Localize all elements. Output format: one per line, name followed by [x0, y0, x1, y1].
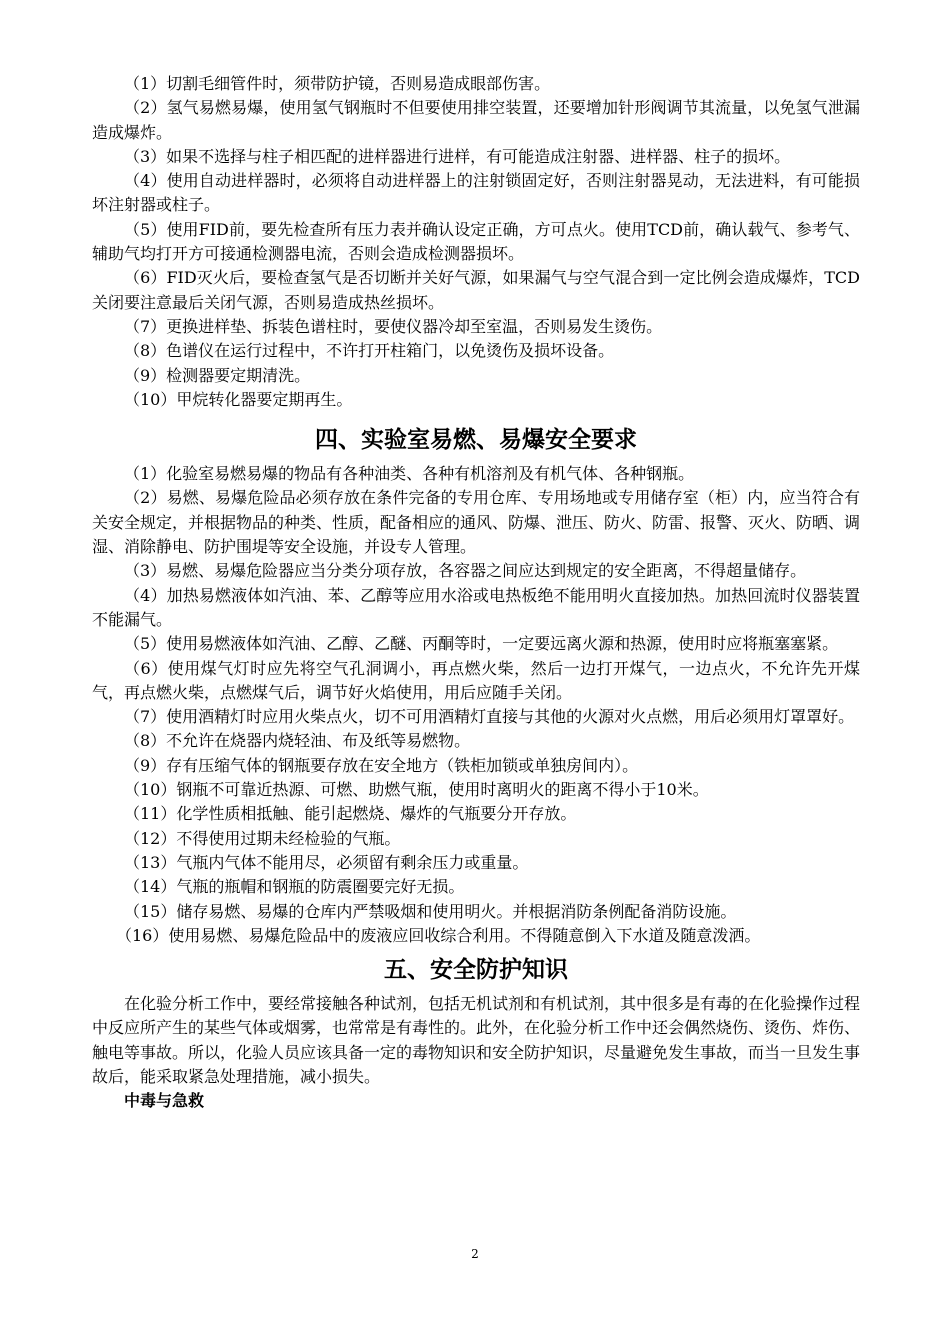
list-item: （10）甲烷转化器要定期再生。 — [124, 389, 353, 409]
list-item: （11）化学性质相抵触、能引起燃烧、爆炸的气瓶要分开存放。 — [124, 804, 577, 824]
section5-heading: 五、安全防护知识 — [384, 957, 568, 984]
list-item: （7）使用酒精灯时应用火柴点火，切不可用酒精灯直接与其他的火源对火点燃，用后必须用灯罩罩好。 — [124, 707, 855, 727]
section4-list — [92, 462, 860, 948]
list-item: （15）储存易燃、易爆的仓库内严禁吸烟和使用明火。并根据消防条例配备消防设施。 — [124, 901, 737, 921]
list-item: （1）化验室易燃易爆的物品有各种油类、各种有机溶剂及有机气体、各种钢瓶。 — [124, 464, 695, 484]
list-item: （12）不得使用过期未经检验的气瓶。 — [124, 828, 401, 848]
list-item: （13）气瓶内气体不能用尽，必须留有剩余压力或重量。 — [124, 852, 529, 872]
list-item: （10）钢瓶不可靠近热源、可燃、助燃气瓶，使用时离明火的距离不得小于10米。 — [124, 780, 709, 800]
list-item: （3）易燃、易爆危险器应当分类分项存放，各容器之间应达到规定的安全距离，不得超量储存。 — [124, 561, 807, 581]
subheading-poisoning-first-aid: 中毒与急救 — [124, 1091, 205, 1111]
page-number: 2 — [471, 1247, 479, 1261]
list-item: （8）色谱仪在运行过程中，不许打开柱箱门，以免烫伤及损坏设备。 — [124, 341, 615, 361]
list-item: （6）使用煤气灯时应先将空气孔洞调小，再点燃火柴，然后一边打开煤气，一边点火，不允许先开煤气，再点燃火柴，点燃煤气后，调节好火焰使用，用后应随手关闭。 — [92, 658, 860, 702]
list-item: （5）使用FID前，要先检查所有压力表并确认设定正确，方可点火。使用TCD前，确认载气、参考气、辅助气均打开方可接通检测器电流，否则会造成检测器损坏。 — [92, 219, 860, 264]
list-item: （2）氢气易燃易爆，使用氢气钢瓶时不但要使用排空装置，还要增加针形阀调节其流量，以免氢气泄漏造成爆炸。 — [92, 98, 860, 142]
list-item: （8）不允许在烧器内烧轻油、布及纸等易燃物。 — [124, 731, 471, 751]
list-item: （7）更换进样垫、拆装色谱柱时，要使仪器冷却至室温，否则易发生烫伤。 — [124, 316, 663, 336]
list-item: （2）易燃、易爆危险品必须存放在条件完备的专用仓库、专用场地或专用储存室（柜）内，应当符合有关安全规定，并根据物品的种类、性质，配备相应的通风、防爆、泄压、防火、防雷、报警、灭火、防晒、调湿、消除静电、防护围堤等安全设施，并设专人管理。 — [92, 488, 861, 557]
list-item: （3）如果不选择与柱子相匹配的进样器进行进样，有可能造成注射器、进样器、柱子的损坏。 — [124, 146, 791, 166]
list-item: （4）使用自动进样器时，必须将自动进样器上的注射锁固定好，否则注射器晃动，无法进料，有可能损坏注射器或柱子。 — [92, 171, 860, 215]
section5-intro: 在化验分析工作中，要经常接触各种试剂，包括无机试剂和有机试剂，其中很多是有毒的在化验操作过程中反应所产生的某些气体或烟雾，也常常是有毒性的。此外，在化验分析工作中还会偶然烧伤、烫伤、炸伤、触电等事故。所以，化验人员应该具备一定的毒物知识和安全防护知识，尽量避免发生事故，而当一旦发生事故后，能采取紧急处理措施，减小损失。 — [92, 994, 861, 1086]
list-item: （9）存有压缩气体的钢瓶要存放在安全地方（铁柜加锁或单独房间内）。 — [124, 755, 639, 775]
list-item: （4）加热易燃液体如汽油、苯、乙醇等应用水浴或电热板绝不能用明火直接加热。加热回流时仪器装置不能漏气。 — [92, 585, 860, 629]
list-item: （9）检测器要定期清洗。 — [124, 365, 311, 385]
list-item: （16）使用易燃、易爆危险品中的废液应回收综合利用。不得随意倒入下水道及随意泼洒。 — [116, 925, 761, 945]
list-item: （1）切割毛细管件时，须带防护镜，否则易造成眼部伤害。 — [124, 74, 551, 93]
section3-list — [92, 72, 860, 412]
list-item: （5）使用易燃液体如汽油、乙醇、乙醚、丙酮等时，一定要远离火源和热源，使用时应将瓶塞塞紧。 — [124, 634, 839, 654]
page-content — [92, 72, 860, 1114]
list-item: （6）FID灭火后，要检查氢气是否切断并关好气源，如果漏气与空气混合到一定比例会造成爆炸，TCD关闭要注意最后关闭气源，否则易造成热丝损坏。 — [92, 268, 860, 312]
section4-heading: 四、实验室易燃、易爆安全要求 — [315, 427, 637, 454]
list-item: （14）气瓶的瓶帽和钢瓶的防震圈要完好无损。 — [124, 877, 465, 897]
